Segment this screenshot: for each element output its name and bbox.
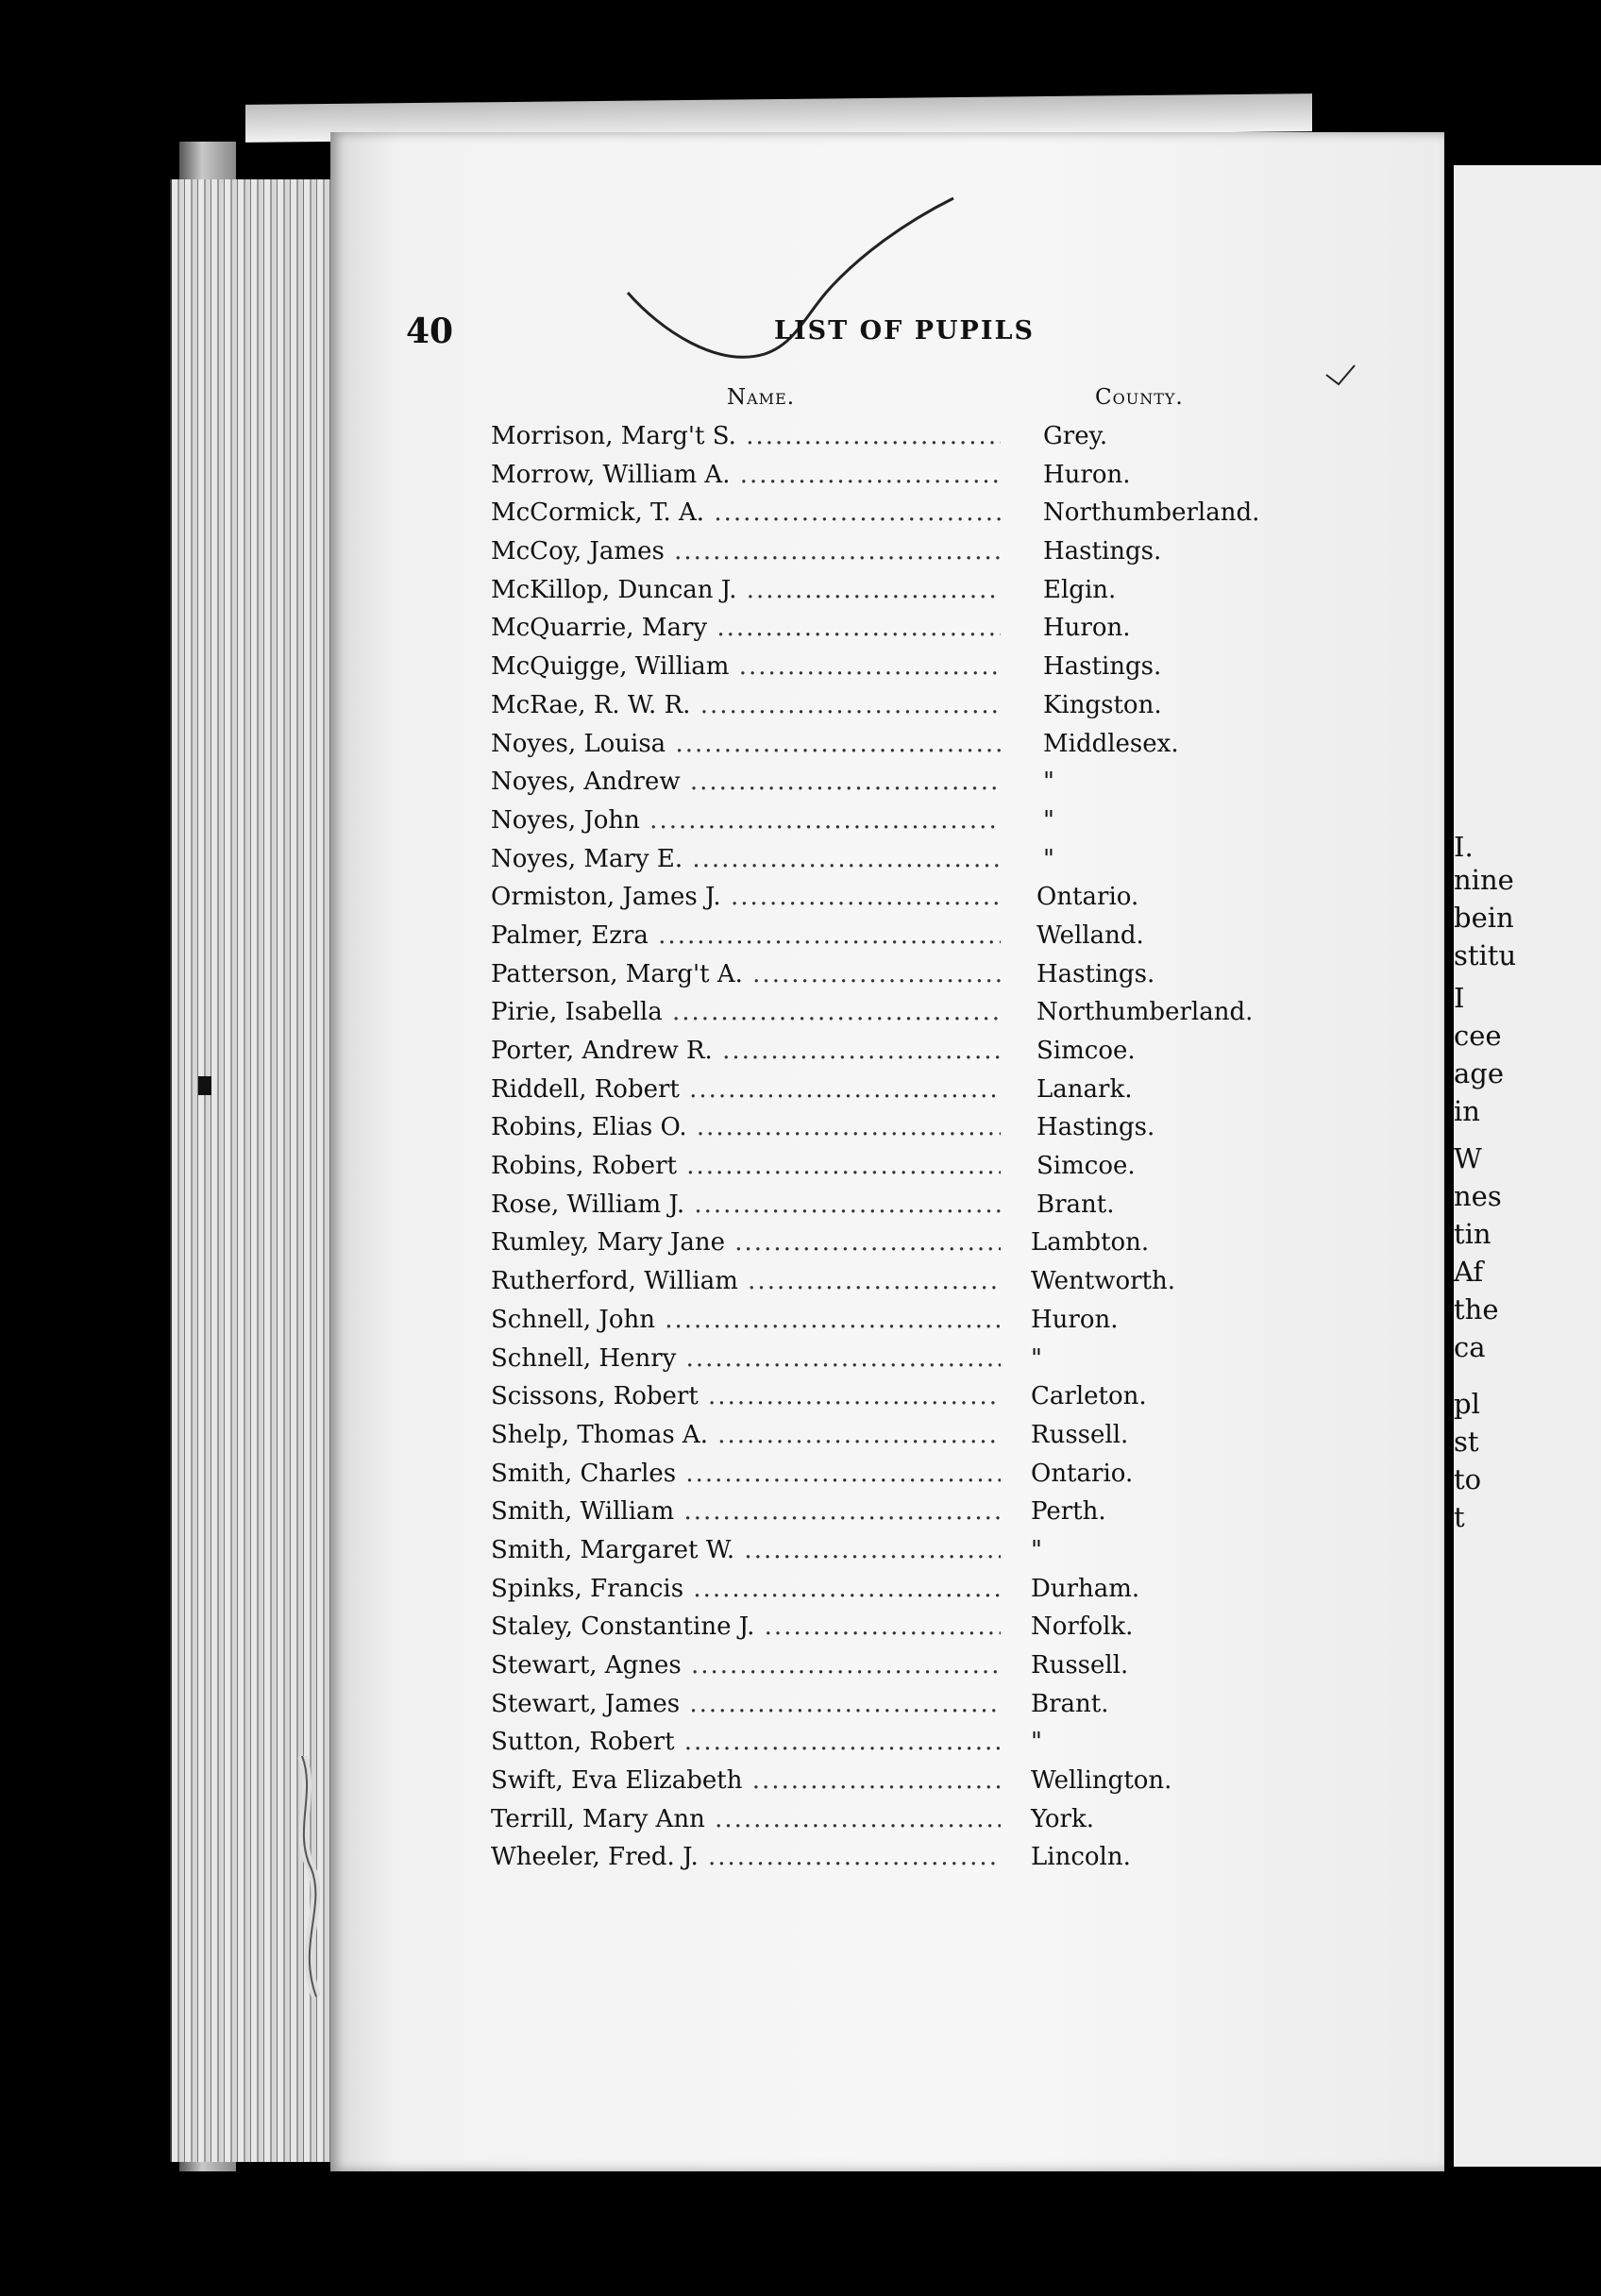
pupil-county: Huron. bbox=[1031, 1305, 1119, 1334]
pupil-name: Smith, Charles ..... bbox=[491, 1460, 1001, 1488]
facing-page-text-fragment: st bbox=[1454, 1426, 1479, 1458]
pupil-county: Kingston. bbox=[1043, 690, 1162, 719]
pencil-check-mark bbox=[604, 189, 982, 378]
pupil-row bbox=[491, 1456, 1340, 1494]
facing-page-text-fragment: ca bbox=[1454, 1331, 1486, 1363]
pupil-row bbox=[491, 956, 1340, 995]
pupil-row bbox=[491, 1033, 1340, 1072]
pupil-county: Durham. bbox=[1031, 1574, 1140, 1603]
pupil-row bbox=[491, 918, 1340, 956]
pupil-county: Wentworth. bbox=[1031, 1267, 1175, 1296]
edge-tab-mark bbox=[198, 1076, 211, 1095]
pupil-name: Noyes, Louisa ..... bbox=[491, 730, 1001, 758]
pupil-row bbox=[491, 841, 1340, 880]
pupil-county: " bbox=[1043, 844, 1054, 873]
pupil-name: Morrow, William A. ..... bbox=[491, 461, 1001, 489]
pupil-row bbox=[491, 1686, 1340, 1725]
pupil-row bbox=[491, 418, 1340, 457]
pupil-name: Rose, William J. ..... bbox=[491, 1190, 1001, 1219]
pupil-row bbox=[491, 764, 1340, 802]
pupil-name: Shelp, Thomas A. ..... bbox=[491, 1421, 1001, 1449]
facing-page-text-fragment: the bbox=[1454, 1293, 1499, 1325]
pupil-row bbox=[491, 610, 1340, 649]
pupil-name: McQuarrie, Mary ..... bbox=[491, 614, 1001, 642]
pupil-row bbox=[491, 1072, 1340, 1110]
pupil-name: McCoy, James ..... bbox=[491, 537, 1001, 566]
pupil-row bbox=[491, 1763, 1340, 1801]
pupil-name: Wheeler, Fred. J. ..... bbox=[491, 1843, 1001, 1871]
pupil-row bbox=[491, 1532, 1340, 1571]
pupil-row bbox=[491, 1224, 1340, 1263]
pupil-name: Stewart, James ..... bbox=[491, 1690, 1001, 1718]
pupil-county: Middlesex. bbox=[1043, 729, 1179, 758]
pupil-row bbox=[491, 1417, 1340, 1456]
facing-page-text-fragment: pl bbox=[1454, 1388, 1480, 1420]
pupil-name: Patterson, Marg't A. ..... bbox=[491, 960, 1001, 988]
facing-page-text-fragment: cee bbox=[1454, 1020, 1502, 1052]
facing-page-text-fragment: W bbox=[1454, 1142, 1482, 1174]
pupil-name: Porter, Andrew R. ..... bbox=[491, 1037, 1001, 1065]
pupil-county: Russell. bbox=[1031, 1651, 1129, 1680]
pupil-county: " bbox=[1031, 1343, 1042, 1373]
pupil-row bbox=[491, 802, 1340, 841]
pupil-row bbox=[491, 649, 1340, 687]
pupil-row bbox=[491, 726, 1340, 765]
pupil-name: Palmer, Ezra ..... bbox=[491, 921, 1001, 950]
pupil-row bbox=[491, 1378, 1340, 1417]
pupil-row bbox=[491, 879, 1340, 918]
pupil-name: McCormick, T. A. ..... bbox=[491, 498, 1001, 527]
pupil-list bbox=[491, 418, 1340, 1878]
pupil-name: Riddell, Robert ..... bbox=[491, 1075, 1001, 1104]
pupil-county: Hastings. bbox=[1036, 959, 1155, 988]
facing-page-text-fragment: to bbox=[1454, 1463, 1482, 1495]
pupil-row bbox=[491, 1647, 1340, 1686]
pupil-county: Brant. bbox=[1031, 1689, 1109, 1718]
pupil-county: Lincoln. bbox=[1031, 1843, 1131, 1872]
pupil-county: " bbox=[1043, 768, 1054, 797]
pupil-name: Schnell, John ..... bbox=[491, 1306, 1001, 1334]
pupil-row bbox=[491, 1494, 1340, 1532]
pupil-row bbox=[491, 1263, 1340, 1302]
pupil-county: Lambton. bbox=[1031, 1228, 1150, 1258]
pupil-name: Morrison, Marg't S. ..... bbox=[491, 422, 1001, 450]
pupil-county: Perth. bbox=[1031, 1497, 1106, 1527]
pupil-county: Grey. bbox=[1043, 422, 1108, 450]
pupil-row bbox=[491, 1341, 1340, 1379]
pupil-name: Noyes, Andrew ..... bbox=[491, 768, 1001, 796]
pupil-county: Carleton. bbox=[1031, 1382, 1147, 1411]
pupil-name: Robins, Elias O. ..... bbox=[491, 1113, 1001, 1141]
pupil-name: Spinks, Francis ..... bbox=[491, 1575, 1001, 1603]
bookmark-ribbon bbox=[283, 1756, 340, 2001]
pupil-row bbox=[491, 1839, 1340, 1878]
facing-page-text-fragment: stitu bbox=[1454, 939, 1517, 971]
pencil-tick-mark bbox=[1322, 363, 1359, 392]
facing-page-text-fragment: bein bbox=[1454, 902, 1514, 934]
pupil-county: Simcoe. bbox=[1036, 1152, 1136, 1181]
pupil-name: Robins, Robert ..... bbox=[491, 1152, 1001, 1180]
facing-page-edge bbox=[1454, 165, 1601, 2167]
pupil-row bbox=[491, 1801, 1340, 1840]
pupil-name: Stewart, Agnes ..... bbox=[491, 1651, 1001, 1680]
facing-page-text-fragment: I bbox=[1454, 982, 1465, 1014]
pupil-county: Northumberland. bbox=[1036, 998, 1254, 1027]
pupil-county: Northumberland. bbox=[1043, 498, 1260, 528]
pupil-county: Wellington. bbox=[1031, 1766, 1172, 1796]
pupil-name: Noyes, John ..... bbox=[491, 806, 1001, 835]
page-number: 40 bbox=[406, 312, 454, 351]
facing-page-text-fragment: I. bbox=[1454, 831, 1474, 863]
facing-page-text-fragment: tin bbox=[1454, 1218, 1491, 1250]
pupil-county: Brant. bbox=[1036, 1190, 1115, 1219]
pupil-row bbox=[491, 1187, 1340, 1225]
pupil-name: Noyes, Mary E. ..... bbox=[491, 845, 1001, 873]
pupil-name: Rutherford, William ..... bbox=[491, 1267, 1001, 1295]
pupil-row bbox=[491, 1302, 1340, 1341]
pupil-name: Smith, Margaret W. ..... bbox=[491, 1536, 1001, 1564]
facing-page-text-fragment: nes bbox=[1454, 1180, 1502, 1212]
pupil-county: Norfolk. bbox=[1031, 1612, 1134, 1642]
pupil-row bbox=[491, 1724, 1340, 1763]
pupil-row bbox=[491, 687, 1340, 726]
running-head: LIST OF PUPILS bbox=[774, 316, 1035, 346]
pupil-name: McQuigge, William ..... bbox=[491, 652, 1001, 681]
pupil-name: Swift, Eva Elizabeth ..... bbox=[491, 1766, 1001, 1795]
pupil-county: Huron. bbox=[1043, 460, 1131, 489]
pupil-name: Pirie, Isabella ..... bbox=[491, 998, 1001, 1026]
pupil-name: Staley, Constantine J. ..... bbox=[491, 1612, 1001, 1641]
pupil-county: York. bbox=[1031, 1804, 1095, 1833]
pupil-name: Schnell, Henry ..... bbox=[491, 1344, 1001, 1373]
pupil-county: Welland. bbox=[1036, 920, 1144, 950]
pupil-county: Ontario. bbox=[1031, 1459, 1134, 1488]
pupil-name: Ormiston, James J. ..... bbox=[491, 883, 1001, 911]
facing-page-text-fragment: Af bbox=[1454, 1256, 1484, 1288]
pupil-county: Elgin. bbox=[1043, 575, 1117, 604]
pupil-row bbox=[491, 1609, 1340, 1647]
pupil-row bbox=[491, 572, 1340, 611]
pupil-name: Smith, William ..... bbox=[491, 1497, 1001, 1526]
pupil-name: McKillop, Duncan J. ..... bbox=[491, 576, 1001, 604]
pupil-name: Scissons, Robert ..... bbox=[491, 1382, 1001, 1410]
pupil-county: " bbox=[1043, 805, 1054, 835]
facing-page-text-fragment: t bbox=[1454, 1501, 1465, 1533]
county-column-header: County. bbox=[1095, 385, 1184, 410]
pupil-county: Hastings. bbox=[1036, 1113, 1155, 1142]
pupil-county: Russell. bbox=[1031, 1420, 1129, 1449]
pupil-county: Lanark. bbox=[1036, 1074, 1133, 1104]
pupil-row bbox=[491, 1109, 1340, 1148]
pupil-row bbox=[491, 1571, 1340, 1610]
pupil-county: " bbox=[1031, 1535, 1042, 1564]
pupil-county: " bbox=[1031, 1728, 1042, 1757]
pupil-county: Hastings. bbox=[1043, 652, 1162, 682]
pupil-row bbox=[491, 533, 1340, 572]
facing-page-text-fragment: in bbox=[1454, 1095, 1480, 1127]
pupil-county: Huron. bbox=[1043, 614, 1131, 643]
pupil-row bbox=[491, 457, 1340, 496]
pupil-name: Terrill, Mary Ann ..... bbox=[491, 1805, 1001, 1833]
pupil-row bbox=[491, 1148, 1340, 1187]
pupil-row bbox=[491, 495, 1340, 533]
pupil-name: McRae, R. W. R. ..... bbox=[491, 691, 1001, 719]
pupil-name: Sutton, Robert ..... bbox=[491, 1728, 1001, 1756]
name-column-header: Name. bbox=[727, 385, 796, 410]
facing-page-text-fragment: nine bbox=[1454, 864, 1514, 896]
pupil-county: Simcoe. bbox=[1036, 1037, 1136, 1065]
pupil-county: Hastings. bbox=[1043, 537, 1162, 566]
pupil-county: Ontario. bbox=[1036, 883, 1139, 912]
pupil-row bbox=[491, 994, 1340, 1033]
facing-page-text-fragment: age bbox=[1454, 1057, 1505, 1089]
pupil-name: Rumley, Mary Jane ..... bbox=[491, 1228, 1001, 1257]
